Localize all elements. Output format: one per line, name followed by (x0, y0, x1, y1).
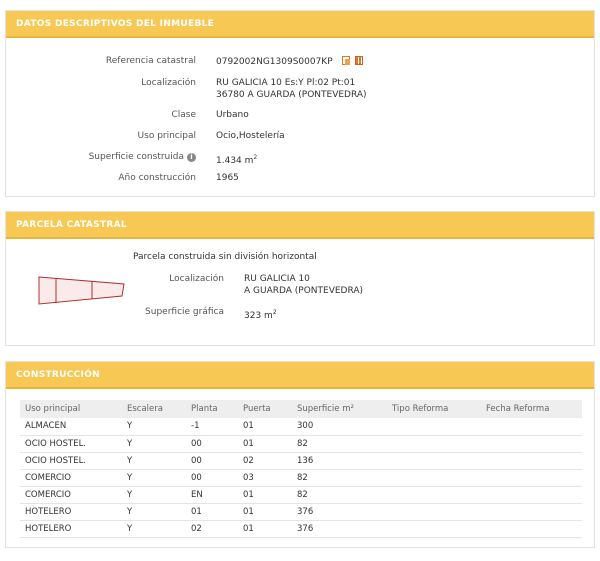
ref-catastral-text: 0792002NG1309S0007KP (216, 57, 333, 67)
construccion-header-row (20, 400, 582, 418)
clase-label: Clase (171, 110, 196, 120)
cell-uso: HOTELERO (20, 503, 122, 520)
col-superficie: Superficie m² (292, 400, 387, 418)
superficie-construida-value (216, 152, 257, 167)
cell-superficie: 82 (292, 435, 387, 452)
col-escalera: Escalera (122, 400, 186, 418)
superficie-grafica-unit-sup: 2 (272, 309, 277, 316)
cell-superficie: 300 (292, 418, 387, 435)
copy-icon[interactable] (342, 56, 350, 65)
cell-superficie: 376 (292, 520, 387, 537)
cell-puerta: 01 (238, 486, 292, 503)
ref-catastral-value (216, 56, 363, 69)
cell-tipo-reforma (387, 418, 481, 435)
construccion-panel-title: CONSTRUCCIÓN (6, 362, 594, 389)
table-row (20, 503, 582, 520)
cell-puerta: 03 (238, 469, 292, 486)
cell-puerta: 01 (238, 503, 292, 520)
cell-planta: EN (186, 486, 238, 503)
cell-tipo-reforma (387, 486, 481, 503)
cell-puerta: 01 (238, 418, 292, 435)
cell-fecha-reforma (481, 520, 582, 537)
cell-planta: 00 (186, 469, 238, 486)
parcela-localizacion-line2: A GUARDA (PONTEVEDRA) (244, 286, 364, 296)
cell-planta: -1 (186, 418, 238, 435)
cell-escalera: Y (122, 486, 186, 503)
cell-uso: COMERCIO (20, 486, 122, 503)
superficie-grafica-label: Superficie gráfica (145, 307, 224, 317)
uso-principal-value: Ocio,Hostelería (216, 131, 285, 141)
parcela-panel (5, 211, 595, 346)
cell-puerta: 01 (238, 435, 292, 452)
cell-planta: 02 (186, 520, 238, 537)
parcela-description: Parcela construida sin división horizontal (133, 252, 317, 262)
cell-planta: 01 (186, 503, 238, 520)
cell-tipo-reforma (387, 435, 481, 452)
barcode-icon[interactable] (355, 56, 363, 65)
cell-uso: OCIO HOSTEL. (20, 435, 122, 452)
cell-fecha-reforma (481, 435, 582, 452)
inmueble-panel (5, 10, 595, 197)
parcela-localizacion-line1: RU GALICIA 10 (244, 274, 310, 284)
table-row (20, 452, 582, 469)
cell-escalera: Y (122, 435, 186, 452)
localizacion-line1: RU GALICIA 10 Es:Y Pl:02 Pt:01 (216, 78, 356, 88)
parcela-localizacion-label: Localización (169, 274, 224, 284)
table-row (20, 435, 582, 452)
superficie-construida-number: 1.434 m (216, 156, 254, 166)
cell-escalera: Y (122, 418, 186, 435)
ref-catastral-label: Referencia catastral (105, 56, 196, 66)
col-fecha-reforma: Fecha Reforma (481, 400, 582, 418)
cell-uso: OCIO HOSTEL. (20, 452, 122, 469)
cell-fecha-reforma (481, 486, 582, 503)
anio-construccion-label: Año construcción (118, 173, 196, 183)
cell-superficie: 136 (292, 452, 387, 469)
cell-puerta: 02 (238, 452, 292, 469)
superficie-construida-label (6, 152, 196, 163)
cell-fecha-reforma (481, 452, 582, 469)
cell-superficie: 82 (292, 469, 387, 486)
cell-escalera: Y (122, 503, 186, 520)
cell-uso: COMERCIO (20, 469, 122, 486)
inmueble-panel-title: DATOS DESCRIPTIVOS DEL INMUEBLE (6, 11, 594, 38)
uso-principal-label: Uso principal (137, 131, 196, 141)
col-puerta: Puerta (238, 400, 292, 418)
superficie-unit-sup: 2 (253, 154, 258, 161)
parcela-panel-title: PARCELA CATASTRAL (6, 212, 594, 239)
superficie-grafica-number: 323 m (244, 311, 273, 321)
col-tipo-reforma: Tipo Reforma (387, 400, 481, 418)
construccion-panel (5, 361, 595, 548)
localizacion-line2: 36780 A GUARDA (PONTEVEDRA) (216, 90, 367, 100)
cell-planta: 00 (186, 452, 238, 469)
cell-tipo-reforma (387, 469, 481, 486)
info-icon[interactable]: i (187, 153, 196, 162)
table-row (20, 486, 582, 503)
col-planta: Planta (186, 400, 238, 418)
table-row (20, 418, 582, 435)
cell-escalera: Y (122, 469, 186, 486)
cell-tipo-reforma (387, 452, 481, 469)
cell-puerta: 01 (238, 520, 292, 537)
table-row (20, 469, 582, 486)
cell-escalera: Y (122, 520, 186, 537)
cell-escalera: Y (122, 452, 186, 469)
cell-tipo-reforma (387, 520, 481, 537)
cell-uso: HOTELERO (20, 520, 122, 537)
construccion-table (20, 400, 582, 538)
superficie-construida-text: Superficie construida (88, 152, 184, 162)
cell-fecha-reforma (481, 418, 582, 435)
cell-planta: 00 (186, 435, 238, 452)
cell-fecha-reforma (481, 469, 582, 486)
superficie-grafica-value (244, 307, 277, 322)
cell-fecha-reforma (481, 503, 582, 520)
localizacion-label: Localización (141, 78, 196, 88)
cell-uso: ALMACEN (20, 418, 122, 435)
col-uso-principal: Uso principal (20, 400, 122, 418)
table-row (20, 520, 582, 537)
cell-superficie: 82 (292, 486, 387, 503)
clase-value: Urbano (216, 110, 249, 120)
cell-superficie: 376 (292, 503, 387, 520)
cell-tipo-reforma (387, 503, 481, 520)
anio-construccion-value: 1965 (216, 173, 239, 183)
